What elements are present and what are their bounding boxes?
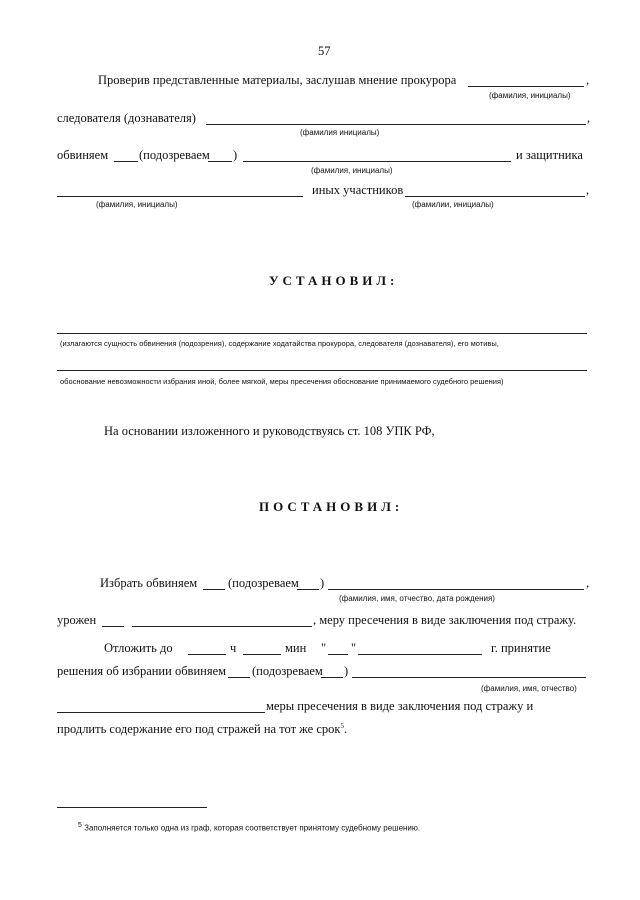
postpone-day-field[interactable] [328,654,348,655]
row3-paren: ) [233,148,238,162]
extend-main: продлить содержание его под стражей на тот же срок [57,722,341,737]
choose-suspect-ending-field[interactable] [297,589,319,590]
suspect-ending-field[interactable] [208,161,232,162]
footnote-text: Заполняется только одна из граф, которая соответствует принятому судебному решению. [84,823,421,833]
row3-caption: (фамилия, инициалы) [311,166,393,175]
row2-text: следователя (дознавателя) [57,111,196,125]
row1-comma: , [586,73,590,87]
row4-caption-right: (фамилии, инициалы) [412,200,494,209]
choose-suspect: (подозреваем [228,576,299,590]
postpone-tail: г. принятие [491,641,551,655]
row2-comma: , [587,111,591,125]
decision-suspect-ending-field[interactable] [321,677,343,678]
postpone-hour-label: ч [230,641,237,655]
row1-caption: (фамилия, инициалы) [489,91,571,100]
choose-caption: (фамилия, имя, отчество, дата рождения) [339,594,495,603]
accused-name-field[interactable] [243,161,511,162]
row1-text: Проверив представленные материалы, заслушав мнение прокурора [98,73,457,87]
other-participants-field[interactable] [405,196,585,197]
extend-end: . [343,722,348,737]
extend-text [57,722,347,737]
born-measure-text: , меру пресечения в виде заключения под стражу. [313,613,577,627]
heading-resolved: ПОСТАНОВИЛ: [259,499,404,514]
choose-name-field[interactable] [328,589,584,590]
decision-caption: (фамилия, имя, отчество) [481,684,577,693]
postpone-text: Отложить до [104,641,173,655]
postpone-minute-field[interactable] [243,654,281,655]
decision-suspect: (подозреваем [252,664,323,678]
decision-accused-ending-field[interactable] [228,677,250,678]
born-text: урожен [57,613,97,627]
heading-established: УСТАНОВИЛ: [269,273,399,288]
row3-suspect: (подозреваем [139,148,210,162]
row4-comma: , [586,183,590,197]
established-line-2[interactable] [57,370,587,371]
page-number: 57 [318,44,331,58]
row4-caption-left: (фамилия, инициалы) [96,200,178,209]
footnote-number: 5 [78,822,82,829]
defender-field[interactable] [57,196,303,197]
postpone-minute-label: мин [285,641,307,655]
footnote-ref: 5 [340,722,344,730]
postpone-quote-close: " [351,641,357,655]
basis-text: На основании изложенного и руководствуясь ст. 108 УПК РФ, [104,424,435,438]
postpone-hour-field[interactable] [188,654,226,655]
row3-accused: обвиняем [57,148,109,162]
investigator-field[interactable] [206,124,586,125]
decision-text: решения об избрании обвиняем [57,664,227,678]
footnote-separator [57,807,207,808]
decision-paren: ) [344,664,349,678]
choose-paren: ) [320,576,325,590]
row3-defender: и защитника [516,148,583,162]
choose-accused-ending-field[interactable] [203,589,225,590]
born-ending-field[interactable] [102,626,124,627]
established-caption-1: (излагаются сущность обвинения (подозрения), содержание ходатайства прокурора, следователя (дознавателя), его мотивы, [60,339,499,348]
choose-comma: , [586,576,590,590]
footnote [78,822,420,833]
row4-text: иных участников [312,183,404,197]
established-line-1[interactable] [57,333,587,334]
measure-field[interactable] [57,712,265,713]
accused-ending-field[interactable] [114,161,138,162]
postpone-month-year-field[interactable] [358,654,482,655]
born-place-field[interactable] [132,626,312,627]
measure-text: меры пресечения в виде заключения под стражу и [266,699,534,713]
established-caption-2: обоснование невозможности избрания иной, более мягкой, меры пресечения обоснование принимаемого судебного решения) [60,377,504,386]
row2-caption: (фамилия инициалы) [300,128,380,137]
choose-text: Избрать обвиняем [100,576,198,590]
prosecutor-field[interactable] [468,86,584,87]
postpone-quote-open: " [321,641,327,655]
decision-name-field[interactable] [352,677,586,678]
